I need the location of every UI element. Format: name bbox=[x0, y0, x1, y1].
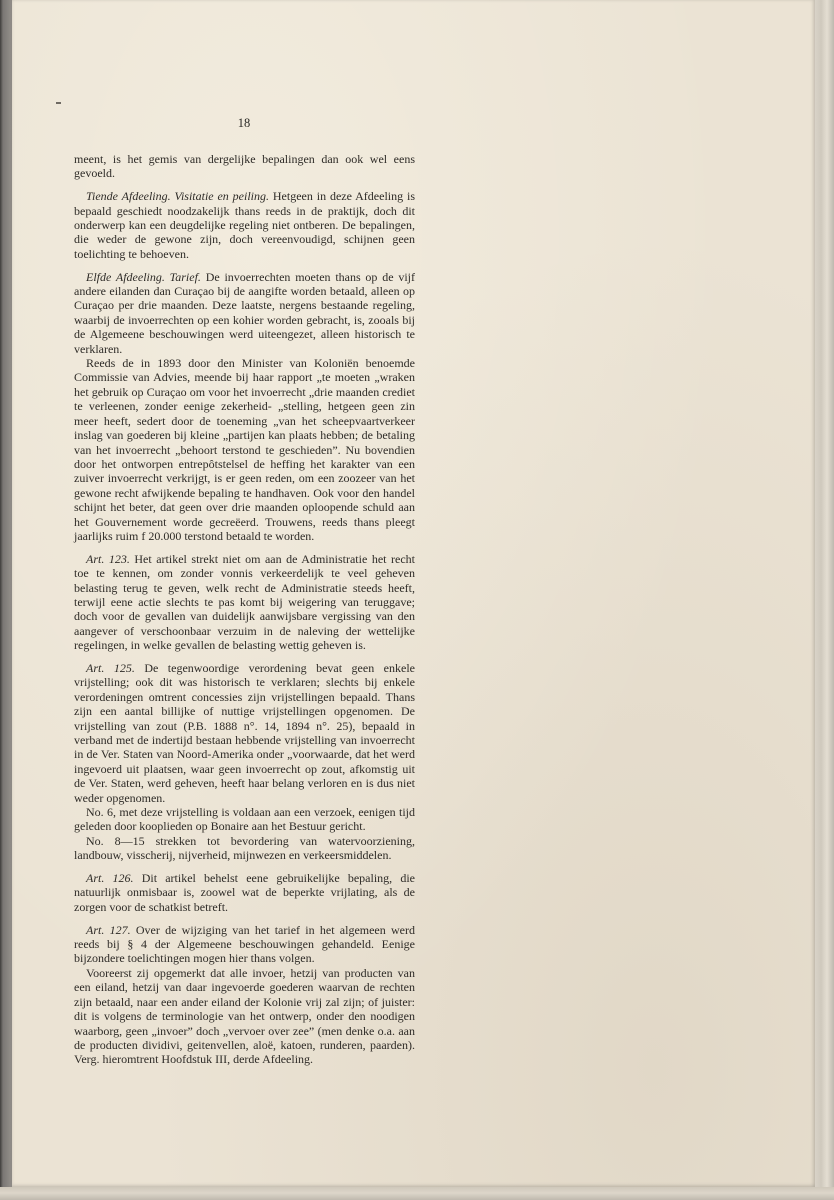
paragraph-art-127 bbox=[74, 923, 415, 966]
paragraph-vooreerst bbox=[74, 966, 415, 1067]
page-edge-right bbox=[815, 0, 834, 1200]
paragraph-art-126 bbox=[74, 871, 415, 914]
paragraph-art-125 bbox=[74, 661, 415, 805]
paragraph-text: Dit artikel behelst eene gebruikelijke bepaling, die natuurlijk onmisbaar is, zoowel wat de beperkte vrijlating, als de zorgen voor de schatkist betreft. bbox=[74, 871, 415, 914]
paragraph-tiende-afdeeling bbox=[74, 189, 415, 261]
article-label: Art. 126. bbox=[86, 871, 134, 886]
page-number: 18 bbox=[237, 116, 251, 130]
paragraph-commissie bbox=[74, 356, 415, 543]
paragraph-text: De tegenwoordige verordening bevat geen enkele vrijstelling; ook dit was historisch te verklaren; slechts bij enkele verordeningen omtrent concessies zijn vrijstellingen bepaald. Thans zijn een aantal billijke of nuttige vrijstellingen opgenomen. De vrijstelling van zout (P.B. 1888 n°. 14, 1894 n°. 25), bepaald in verband met de indertijd bestaan hebbende vrijstelling van invoerrecht in de Ver. Staten van Noord-Amerika onder „voorwaarde, dat het werd ingevoerd uit plaatsen, waar geen invoerrecht op zout, afkomstig uit de Ver. Staten, werd geheven, heeft haar belang verloren en is dus niet weder opgenomen. bbox=[74, 660, 415, 805]
paragraph-no-6 bbox=[74, 805, 415, 834]
paragraph-text: meent, is het gemis van dergelijke bepalingen dan ook wel eens gevoeld. bbox=[74, 152, 415, 181]
document-body bbox=[74, 152, 415, 1067]
section-label: Elfde Afdeeling. Tarief. bbox=[86, 269, 201, 284]
paragraph-no-8-15 bbox=[74, 834, 415, 863]
article-label: Art. 123. bbox=[86, 551, 130, 566]
paragraph-text: No. 6, met deze vrijstelling is voldaan aan een verzoek, eenigen tijd geleden door kooplieden op Bonaire aan het Bestuur gericht. bbox=[74, 805, 415, 834]
paragraph-text: Reeds de in 1893 door den Minister van Koloniën benoemde Commissie van Advies, meende bij haar rapport „te moeten „wraken het gebruik op Curaçao om voor het invoerrecht „drie maanden crediet te verleenen, zonder eenige zekerheid- „stelling, hetgeen geen zin meer heeft, sedert door de toeneming „van het scheepvaartverkeer inslag van goederen bij kleine „partijen kan plaats hebben; de betaling van het invoerrecht „behoort terstond te geschieden”. Nu bovendien door het ontworpen entrepôtstelsel de heffing het karakter van een zuiver invoerrecht verkrijgt, is er geen reden, om een zoozeer van het gewone recht afwijkende bepaling te handhaven. Ook voor den handel schijnt het beter, dat geen over drie maanden oploopende schuld aan het Gouvernement worde gecreëerd. Trouwens, reeds thans pleegt jaarlijks ruim f 20.000 terstond betaald te worden. bbox=[74, 356, 415, 543]
paragraph-art-123 bbox=[74, 552, 415, 653]
paragraph-text: No. 8—15 strekken tot bevordering van watervoorziening, landbouw, visscherij, nijverheid, mijnwezen en verkeersmiddelen. bbox=[74, 833, 415, 863]
paragraph-text: Hetgeen in deze Afdeeling is bepaald geschiedt noodzakelijk thans reeds in de praktijk, doch dit onderwerp kan een deugdelijke regeling niet ontberen. De bepalingen, die weder de gewone zijn, doch vereenvoudigd, schijnen geen toelichting te behoeven. bbox=[74, 189, 415, 261]
paragraph-elfde-afdeeling bbox=[74, 270, 415, 356]
paragraph-text: Over de wijziging van het tarief in het algemeen werd reeds bij § 4 der Algemeene beschouwingen gehandeld. Eenige bijzondere toelichtingen mogen hier thans volgen. bbox=[74, 922, 415, 966]
section-label: Tiende Afdeeling. Visitatie en peiling. bbox=[86, 189, 270, 204]
article-label: Art. 127. bbox=[86, 922, 131, 937]
paragraph-continuation bbox=[74, 152, 415, 181]
scan-mark bbox=[56, 102, 61, 104]
article-label: Art. 125. bbox=[86, 660, 135, 675]
paragraph-text: Het artikel strekt niet om aan de Administratie het recht toe te kennen, om zonder vonnis verkeerdelijk te veel geheven belasting terug te geven, welk recht de Administratie steeds heeft, terwijl eene actie slechts te pas komt bij weigering van teruggave; doch voor de gevallen van duidelijk aanwijsbare vergissing van den aangever of verschoonbaar verzuim in de naleving der wettelijke regelingen, in welke gevallen de belasting wettig geheven is. bbox=[74, 551, 415, 653]
page-edge-bottom bbox=[0, 1187, 834, 1200]
paragraph-text: Vooreerst zij opgemerkt dat alle invoer, hetzij van producten van een eiland, hetzij van daar ingevoerde goederen waarvan de rechten zijn betaald, naar een ander eiland der Kolonie vrij zal zijn; of juister: dit is volgens de terminologie van het ontwerp, onder den noodigen waarborg, geen „invoer” doch „vervoer over zee” (men denke o.a. aan de producten dividivi, geitenvellen, aloë, katoen, runderen, paarden). Verg. hieromtrent Hoofdstuk III, derde Afdeeling. bbox=[74, 965, 415, 1067]
paragraph-text: De invoerrechten moeten thans op de vijf andere eilanden dan Curaçao bij de aangifte worden betaald, alleen op Curaçao per drie maanden. Deze laatste, nergens bestaande regeling, waarbij de invoerrechten op een kohier worden gebracht, is, zooals bij de Algemeene beschouwingen werd uiteengezet, alleen historisch te verklaren. bbox=[74, 269, 415, 356]
